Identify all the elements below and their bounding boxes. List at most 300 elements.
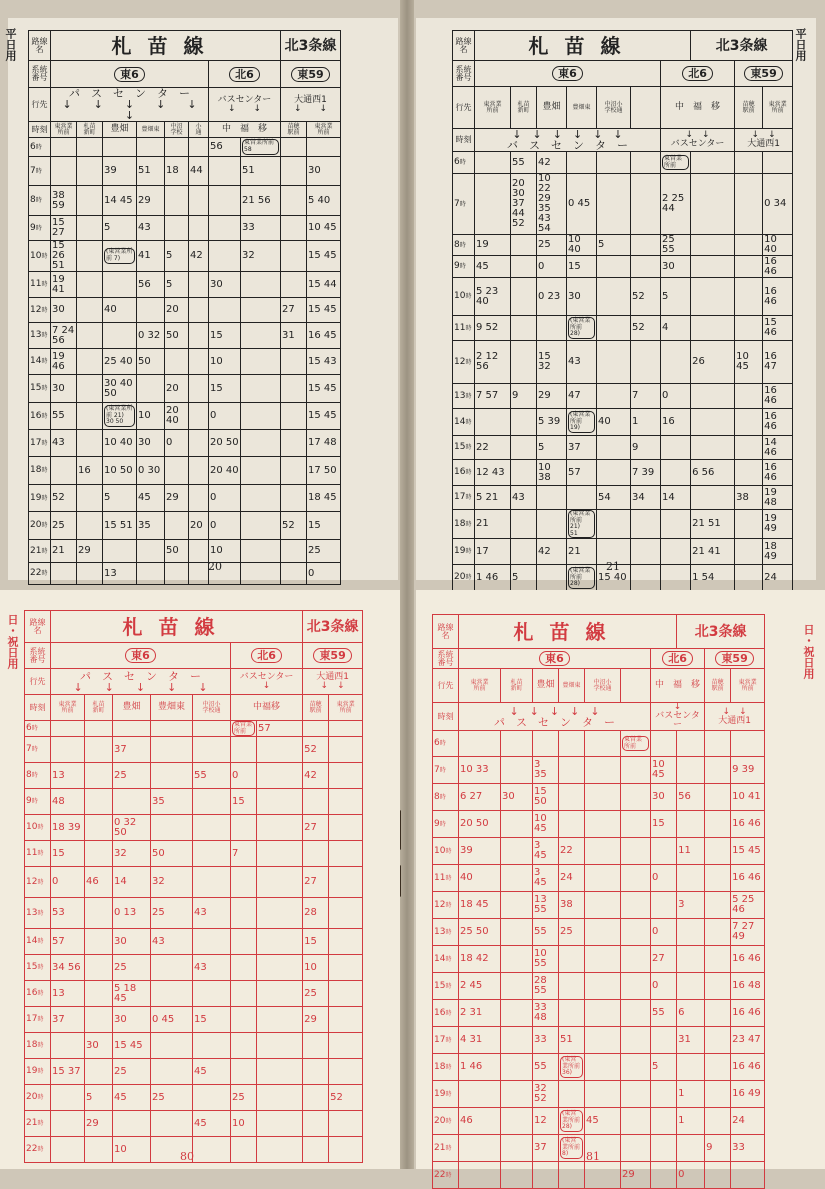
departure-minutes [303,867,329,898]
minutes-text: 0 45 [568,198,591,209]
hour-number: 13 [434,926,446,937]
departure-minutes [677,1000,705,1027]
header-cell [459,703,651,731]
departure-minutes [151,1111,193,1137]
hour-row [25,737,363,763]
minutes-text: 5 25 46 [732,894,755,915]
departure-minutes [281,540,307,563]
departure-minutes [257,1059,303,1085]
departure-minutes [165,241,189,272]
hour-row [29,298,341,323]
departure-minutes [511,278,537,316]
departure-minutes [585,1054,621,1081]
departure-minutes [459,892,501,919]
minutes-text: 29 [166,492,179,503]
minutes-text: 27 [652,953,665,964]
hour-cell [453,409,475,436]
minutes-text: 15 [232,795,245,807]
departure-minutes [631,409,661,436]
minutes-text: 2 31 [460,1007,483,1018]
minutes-text: 0 23 [538,290,561,302]
hour-row [453,316,793,341]
departure-minutes [193,898,231,929]
timetable-grid [452,30,793,629]
departure-minutes [537,341,567,384]
minutes-text: 20 50 [460,818,489,829]
minutes-text: 5 23 40 [476,285,499,307]
header-cell [501,669,533,703]
header-cell [281,88,341,122]
minutes-text: 18 49 [764,540,777,562]
departure-minutes [459,838,501,865]
minutes-text: 25 [560,926,573,937]
departure-minutes [189,323,209,349]
minutes-text: 52 [632,322,645,333]
hour-row [29,216,341,241]
departure-minutes [189,375,209,403]
minutes-text: 14 45 [104,194,133,206]
minutes-text: 55 [652,1007,665,1018]
minutes-text: 42 [538,156,551,168]
hour-row [25,1059,363,1085]
minutes-text: 30 [662,260,675,272]
minutes-text: 15 51 [104,519,133,531]
hour-number: 15 [26,962,38,973]
hour-cell [453,539,475,565]
minutes-text: 5 [652,1061,659,1072]
departure-minutes [585,757,621,784]
departure-minutes [257,955,303,981]
minutes-text: 20 50 [210,437,239,448]
minutes-text: 0 [308,567,315,579]
departure-minutes [621,919,651,946]
departure-minutes [511,152,537,174]
departure-minutes [537,486,567,510]
departure-minutes [705,1027,731,1054]
departure-minutes [677,1135,705,1162]
minutes-text: 43 [194,961,207,973]
minutes-text: 29 [538,390,551,401]
minutes-text: 32 [152,876,165,888]
departure-minutes [77,512,103,540]
minutes-text: 0 45 [152,1013,175,1025]
hour-unit: 時 [445,1009,452,1017]
departure-minutes [137,375,165,403]
minutes-text: 43 [138,222,151,233]
header-cell [559,669,585,703]
hour-number: 10 [434,845,446,856]
minutes-text: 47 [568,390,581,401]
hour-unit: 時 [41,252,48,260]
hour-unit: 時 [41,306,48,314]
hour-row [453,235,793,256]
departure-minutes [151,841,193,867]
departure-minutes [661,152,691,174]
departure-minutes [209,186,241,216]
hour-row [453,256,793,278]
timetable-grid [24,610,363,1163]
header-cell [453,87,475,129]
hour-cell [433,811,459,838]
departure-minutes [193,841,231,867]
departure-minutes [459,946,501,973]
hour-cell [25,1007,51,1033]
departure-minutes [731,973,765,1000]
departure-minutes [165,540,189,563]
minutes-text: 1 54 [692,571,715,583]
hour-number: 6 [434,738,440,748]
minutes-text: 20 30 37 44 52 [512,178,525,229]
departure-minutes [677,1162,705,1189]
hour-cell [29,241,51,272]
depot-start-note [568,317,595,339]
departure-minutes [735,384,763,409]
minutes-text: 38 [560,899,573,910]
depot-start-note: 東営業所前 58 [242,139,279,154]
departure-minutes [329,737,363,763]
departure-minutes [77,157,103,186]
hour-cell [453,486,475,510]
departure-minutes [77,138,103,157]
hour-unit: 時 [37,909,44,917]
departure-minutes [307,186,341,216]
hour-unit: 時 [37,938,44,946]
header-text: 東営業 所前 [483,100,502,114]
minutes-text: 5 [166,278,173,290]
departure-minutes [731,1081,765,1108]
departure-minutes [597,486,631,510]
departure-minutes [113,981,151,1007]
minutes-text: 39 [104,165,117,176]
minutes-text: 18 45 [308,492,337,503]
departure-minutes [303,898,329,929]
departure-minutes [51,349,77,375]
hour-cell [433,1081,459,1108]
hour-number: 11 [26,848,38,859]
departure-minutes [559,784,585,811]
hour-row [453,436,793,460]
departure-minutes [193,867,231,898]
header-cell [567,87,597,129]
departure-minutes [597,436,631,460]
hour-row [453,341,793,384]
hour-number: 18 [26,1040,38,1051]
minutes-text: 16 45 [308,329,337,341]
hour-number: 6 [26,723,32,734]
minutes-text: 26 [692,356,705,367]
minutes-text: 5 [86,1091,93,1103]
hour-cell [433,946,459,973]
departure-minutes [559,1027,585,1054]
hour-row [29,241,341,272]
departure-minutes [189,298,209,323]
departure-minutes [241,298,281,323]
departure-minutes [137,563,165,585]
minutes-text: 10 45 [308,222,337,233]
departure-minutes [705,892,731,919]
departure-minutes [137,157,165,186]
departure-minutes [51,485,77,512]
minutes-text: 53 [52,907,65,919]
departure-minutes [303,721,329,737]
departure-minutes [533,946,559,973]
hour-unit: 時 [465,324,472,332]
departure-minutes [501,1162,533,1189]
minutes-text: 2 12 56 [476,351,499,372]
departure-minutes [537,460,567,486]
header-cell [113,695,151,721]
departure-minutes [231,721,257,737]
minutes-text: 16 48 [732,980,761,991]
depot-start-note [568,510,595,538]
departure-minutes [559,757,585,784]
departure-minutes [677,757,705,784]
route-number-badge: 東59 [291,67,329,82]
departure-minutes [189,216,209,241]
hour-cell [453,384,475,409]
departure-minutes [651,1054,677,1081]
departure-minutes [241,157,281,186]
header-text: 豊畑東 [141,125,160,133]
header-text: 札苗線 [513,619,622,644]
departure-minutes [533,784,559,811]
minutes-text: 15 45 [732,845,761,856]
hour-unit: 時 [465,444,472,451]
timetable-page-80 [0,590,400,1169]
minutes-text: 12 [534,1115,547,1126]
departure-minutes [705,1081,731,1108]
minutes-text: 10 [232,1117,245,1129]
header-text: 路線名 [455,36,472,54]
minutes-text: 45 [138,492,151,503]
departure-minutes [501,865,533,892]
departure-minutes [691,539,735,565]
departure-minutes [257,789,303,815]
departure-minutes [51,323,77,349]
hour-unit: 時 [37,878,44,886]
departure-minutes [621,784,651,811]
departure-minutes [307,241,341,272]
minutes-text: 5 [598,239,605,250]
hour-number: 19 [26,1066,38,1077]
departure-minutes [567,510,597,539]
header-text: 北3条線 [284,37,337,54]
hour-unit: 時 [37,1120,44,1128]
departure-minutes [137,485,165,512]
header-text: 行先 [31,99,48,109]
departure-minutes [533,1000,559,1027]
header-cell [103,122,137,138]
hour-row [29,512,341,540]
minutes-text: 19 48 [764,486,777,508]
departure-minutes [137,138,165,157]
header-text: 札苗 新町 [83,122,96,136]
departure-minutes [475,341,511,384]
departure-minutes [189,563,209,585]
minutes-text: 41 [138,250,151,261]
minutes-text: 9 52 [476,322,499,333]
header-cell [705,669,731,703]
departure-minutes [511,539,537,565]
departure-minutes [677,838,705,865]
hour-number: 16 [26,988,38,999]
minutes-text: 34 56 [52,961,81,973]
hour-row [25,929,363,955]
departure-minutes [585,892,621,919]
hour-row [433,1108,765,1135]
hour-cell [25,763,51,789]
departure-minutes [165,323,189,349]
header-cell [281,31,341,61]
header-text: 系統番号 [31,65,48,82]
departure-minutes [193,1111,231,1137]
hour-cell [433,1108,459,1135]
minutes-text: 25 50 [460,926,489,937]
departure-minutes [459,1000,501,1027]
minutes-text: 30 [52,304,65,315]
hour-unit: 時 [37,824,44,832]
header-cell [209,122,281,138]
departure-minutes [651,757,677,784]
departure-minutes [597,565,631,591]
departure-minutes [209,241,241,272]
hour-row [25,1085,363,1111]
header-text: 東営業 所前 [470,678,489,692]
minutes-text: 5 [104,492,111,503]
header-text: バスセンター ↓ [239,671,294,691]
minutes-text: 52 [282,519,295,531]
header-text: 札苗 新町 [92,700,105,714]
departure-minutes [585,946,621,973]
departure-minutes [51,763,85,789]
departure-minutes [307,563,341,585]
departure-minutes [113,1007,151,1033]
departure-minutes [103,272,137,298]
minutes-text: 0 [210,519,217,531]
departure-minutes [567,539,597,565]
departure-minutes [307,540,341,563]
hour-number: 6 [454,157,460,167]
minutes-text: 10 45 [736,351,749,372]
departure-minutes [691,565,735,591]
hour-number: 13 [26,907,38,918]
departure-minutes [193,815,231,841]
departure-minutes [103,349,137,375]
departure-minutes [567,409,597,436]
minutes-text: 4 [662,322,669,333]
header-cell [307,122,341,138]
minutes-text: 15 50 [534,786,547,807]
departure-minutes [691,316,735,341]
minutes-text: 48 [52,795,65,807]
departure-minutes [241,186,281,216]
departure-minutes [303,841,329,867]
departure-minutes [621,838,651,865]
departure-minutes [85,898,113,929]
minutes-text: 50 [166,329,179,341]
minutes-text: 21 51 [692,518,721,530]
minutes-text: 31 [678,1034,691,1045]
departure-minutes [475,565,511,591]
hour-unit: 時 [37,850,44,858]
departure-minutes [567,486,597,510]
header-cell [29,31,51,61]
departure-minutes [231,1111,257,1137]
departure-minutes [621,757,651,784]
departure-minutes [661,316,691,341]
header-cell [433,649,459,669]
departure-minutes [559,811,585,838]
departure-minutes [651,811,677,838]
departure-minutes [651,892,677,919]
departure-minutes [193,1059,231,1085]
departure-minutes [85,737,113,763]
header-cell [25,669,51,695]
departure-minutes [763,460,793,486]
hour-cell [29,512,51,540]
minutes-text: 55 [194,769,207,781]
hour-cell [29,485,51,512]
minutes-text: 33 [242,222,255,233]
departure-minutes [209,138,241,157]
departure-minutes [567,174,597,235]
departure-minutes [501,1081,533,1108]
hour-row [29,430,341,457]
header-text: 時刻 [31,124,48,134]
departure-minutes [231,867,257,898]
hour-unit: 時 [465,392,472,400]
hour-row [453,565,793,591]
minutes-text: 16 46 [764,411,777,432]
minutes-text: 32 [114,847,127,859]
hour-number: 19 [30,492,42,503]
departure-minutes [189,138,209,157]
minutes-text: 57 [568,466,581,478]
departure-minutes [85,841,113,867]
departure-minutes [459,784,501,811]
departure-minutes [631,316,661,341]
departure-minutes [329,1137,363,1163]
hour-number: 18 [30,465,42,475]
departure-minutes [735,539,763,565]
header-cell [705,703,765,731]
departure-minutes [51,1085,85,1111]
departure-minutes [151,1033,193,1059]
hour-unit: 時 [37,1068,44,1076]
hour-row [433,973,765,1000]
minutes-text: 16 46 [732,953,761,964]
hour-row [29,157,341,186]
departure-minutes [763,152,793,174]
departure-minutes [533,1108,559,1135]
minutes-text: 55 [534,926,547,937]
minutes-text: 5 39 [538,416,561,427]
departure-minutes [257,1111,303,1137]
hour-cell [433,892,459,919]
minutes-text: 32 52 [534,1083,547,1104]
departure-minutes [307,138,341,157]
timetable-page-21 [416,18,816,588]
header-cell [453,129,475,152]
departure-minutes [51,512,77,540]
header-cell [661,87,735,129]
departure-minutes [651,919,677,946]
minutes-text: 0 [52,876,59,888]
route-number-badge: 北6 [682,66,713,81]
departure-minutes [77,457,103,485]
minutes-text: 5 [538,441,545,453]
departure-minutes [559,973,585,1000]
